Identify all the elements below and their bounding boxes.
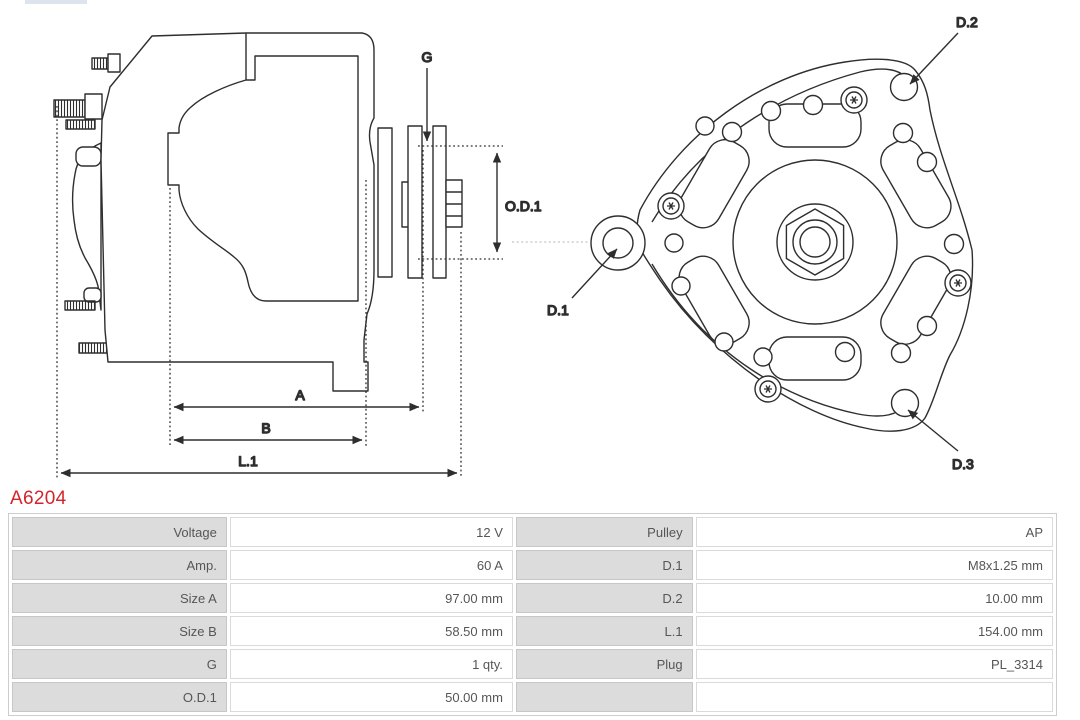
spec-label-cell: G [12,649,227,679]
spec-value-cell: PL_3314 [696,649,1053,679]
stud-icon [66,120,95,129]
spec-value-cell: 50.00 mm [230,682,513,712]
d3-leader-arrow [908,410,958,451]
dim-l1-label: L.1 [238,453,258,469]
table-row [12,583,1053,613]
spec-value-cell: 1 qty. [230,649,513,679]
spec-label-cell: Size A [12,583,227,613]
d3-label: D.3 [952,456,974,472]
spec-label-cell: Size B [12,616,227,646]
dim-b-label: B [261,420,271,436]
spec-label-cell: D.1 [516,550,693,580]
rear-bump [84,288,101,302]
spec-label-cell: Pulley [516,517,693,547]
spec-label-cell: Plug [516,649,693,679]
spec-value-cell: 10.00 mm [696,583,1053,613]
spec-label-cell: Amp. [12,550,227,580]
spec-label-cell: L.1 [516,616,693,646]
stud-icon [54,100,85,117]
torx-screw-icon [658,193,684,219]
table-row [12,682,1053,712]
spec-value-cell: 12 V [230,517,513,547]
spec-value-cell: 97.00 mm [230,583,513,613]
stud-icon [92,58,108,69]
side-view-drawing [54,33,590,478]
spec-label-cell: Voltage [12,517,227,547]
mounting-hole-d2 [891,74,918,101]
spec-value-cell [696,682,1053,712]
d2-leader-arrow [910,33,958,84]
pulley-flange [408,126,422,278]
spec-label-cell: O.D.1 [12,682,227,712]
stud-icon [79,343,108,353]
shaft-end [800,227,830,257]
torx-screw-icon [841,87,867,113]
rear-cover-profile [73,143,101,310]
spec-label-cell [516,682,693,712]
dim-a-label: A [295,387,305,403]
spec-value-cell: M8x1.25 mm [696,550,1053,580]
rear-view-drawing [547,14,978,472]
od1-label: O.D.1 [505,198,542,214]
spec-label-cell: D.2 [516,583,693,613]
alternator-body-outline [101,33,374,391]
rear-bearing-knob [76,147,101,166]
spec-value-cell: 154.00 mm [696,616,1053,646]
spec-value-cell: 58.50 mm [230,616,513,646]
groove-label: G [421,49,433,65]
pulley-hub-disc [378,128,392,277]
stud-icon [65,301,95,310]
table-row [12,550,1053,580]
mounting-ear-hole [603,228,633,258]
stud-boss [85,94,102,119]
torx-screw-icon [755,376,781,402]
part-number-heading: A6204 [10,488,67,509]
spec-table [8,513,1057,716]
d1-label: D.1 [547,302,569,318]
d2-label: D.2 [956,14,978,30]
table-row [12,649,1053,679]
cropped-logo-fragment [25,0,87,4]
table-row [12,616,1053,646]
table-row [12,517,1053,547]
pulley-flange [433,126,446,278]
mounting-hole-d3 [892,390,919,417]
spec-value-cell: 60 A [230,550,513,580]
torx-screw-icon [945,270,971,296]
spec-value-cell: AP [696,517,1053,547]
stud-boss [108,54,120,72]
